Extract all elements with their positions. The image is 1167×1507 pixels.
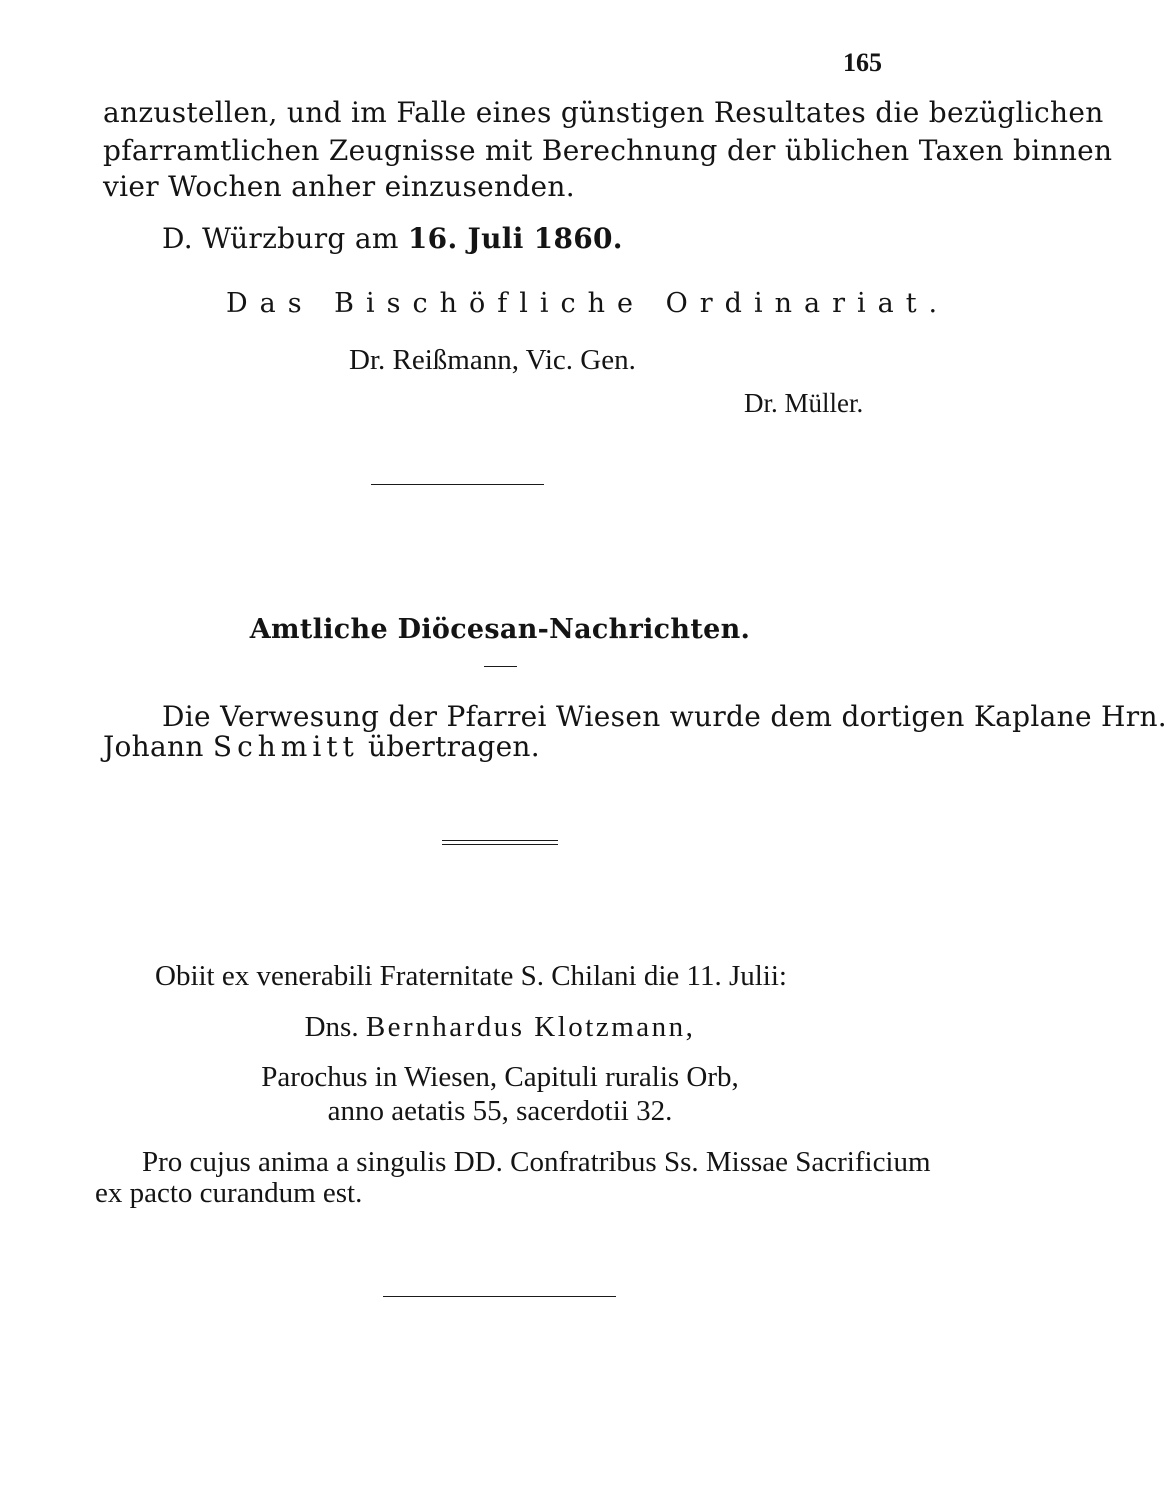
intro-line-3: vier Wochen anher einzusenden. [103,170,575,203]
obituary-name: Bernhardus Klotzmann, [365,1011,696,1043]
news-line-2-surname: Schmitt [212,730,359,763]
news-line-2-name: Johann [103,730,204,763]
news-line-2 [103,730,540,763]
intro-line-1: anzustellen, und im Falle eines günstigen Resultates die bezüglichen [103,96,1104,129]
signature-vicar: Dr. Reißmann, Vic. Gen. [349,344,636,376]
obituary-age: anno aetatis 55, sacerdotii 32. [327,1095,673,1127]
news-line-2-rest: übertragen. [368,730,540,763]
dateline-prefix: D. Würzburg am [162,222,399,255]
obituary-parish: Parochus in Wiesen, Capituli ruralis Orb, [261,1061,739,1093]
double-divider [442,840,558,845]
page-number: 165 [843,48,882,77]
obituary-closing-2: ex pacto curandum est. [95,1177,363,1209]
dateline-date: 16. Juli 1860. [407,222,623,255]
final-divider [383,1296,616,1297]
obituary-name-line [0,1011,1000,1044]
obituary-intro: Obiit ex venerabili Fraternitate S. Chilani die 11. Julii: [155,960,787,992]
news-heading: Amtliche Diöcesan-Nachrichten. [249,614,751,645]
intro-line-2: pfarramtlichen Zeugnisse mit Berechnung der üblichen Taxen binnen [103,134,1113,167]
heading-underline [484,666,517,667]
signature-secretary: Dr. Müller. [744,388,864,418]
dateline [162,222,623,255]
obituary-closing-1: Pro cujus anima a singulis DD. Confratribus Ss. Missae Sacrificium [142,1146,931,1178]
signature-office: Das Bischöfliche Ordinariat. [226,288,950,319]
section-divider [371,484,544,485]
obituary-dns: Dns. [304,1011,359,1043]
news-line-1: Die Verwesung der Pfarrei Wiesen wurde dem dortigen Kaplane Hrn. [162,700,1167,733]
